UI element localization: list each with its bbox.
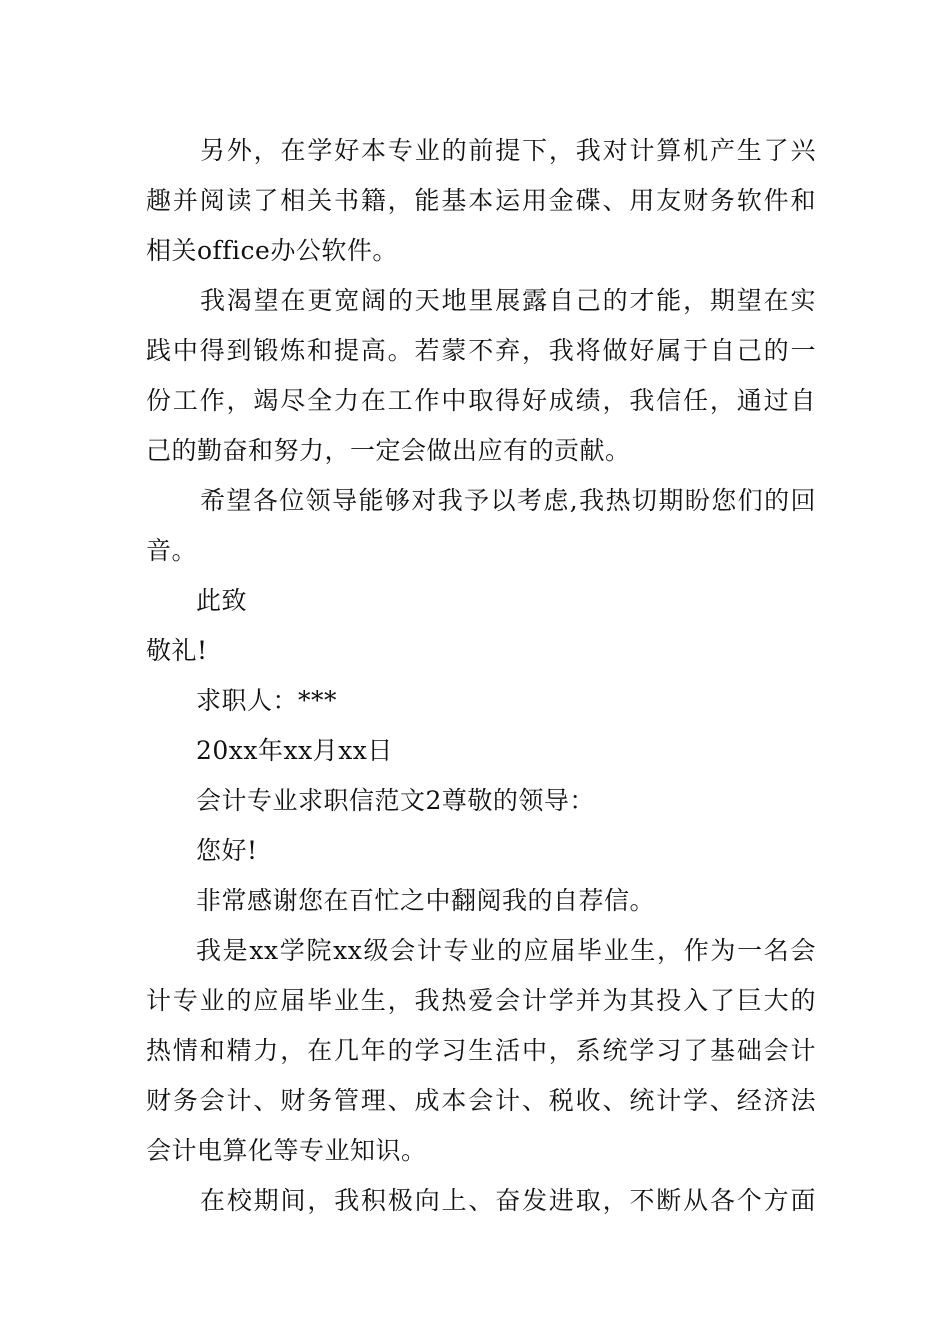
paragraph-line: 相关office办公软件。 xyxy=(146,236,398,265)
closing-regards: 敬礼! xyxy=(146,636,208,665)
paragraph-line: 热情和精力，在几年的学习生活中，系统学习了基础会计 xyxy=(146,1036,816,1065)
paragraph-line: 在校期间，我积极向上、奋发进取，不断从各个方面 xyxy=(200,1186,816,1215)
paragraph-line: 计专业的应届毕业生，我热爱会计学并为其投入了巨大的 xyxy=(146,986,816,1015)
paragraph-line: 非常感谢您在百忙之中翻阅我的自荐信。 xyxy=(196,886,656,915)
paragraph-line: 我是xx学院xx级会计专业的应届毕业生，作为一名会 xyxy=(196,936,816,965)
paragraph-line: 己的勤奋和努力，一定会做出应有的贡献。 xyxy=(146,436,631,465)
letter-date: 20xx年xx月xx日 xyxy=(196,736,393,765)
greeting: 您好! xyxy=(196,836,258,865)
applicant-signature: 求职人：*** xyxy=(196,686,338,715)
paragraph-line: 音。 xyxy=(146,536,198,565)
paragraph-line: 趣并阅读了相关书籍，能基本运用金碟、用友财务软件和 xyxy=(146,186,816,215)
paragraph-line: 践中得到锻炼和提高。若蒙不弃，我将做好属于自己的一 xyxy=(146,336,816,365)
paragraph-line: 会计电算化等专业知识。 xyxy=(146,1136,427,1165)
paragraph-line: 份工作，竭尽全力在工作中取得好成绩，我信任，通过自 xyxy=(146,386,816,415)
paragraph-line: 希望各位领导能够对我予以考虑,我热切期盼您们的回 xyxy=(200,486,816,515)
paragraph-line: 财务会计、财务管理、成本会计、税收、统计学、经济法 xyxy=(146,1086,816,1115)
paragraph-line: 我渴望在更宽阔的天地里展露自己的才能，期望在实 xyxy=(200,286,816,315)
section-heading: 会计专业求职信范文2尊敬的领导： xyxy=(196,786,595,815)
closing-salutation: 此致 xyxy=(196,586,248,615)
paragraph-line: 另外，在学好本专业的前提下，我对计算机产生了兴 xyxy=(200,136,816,165)
